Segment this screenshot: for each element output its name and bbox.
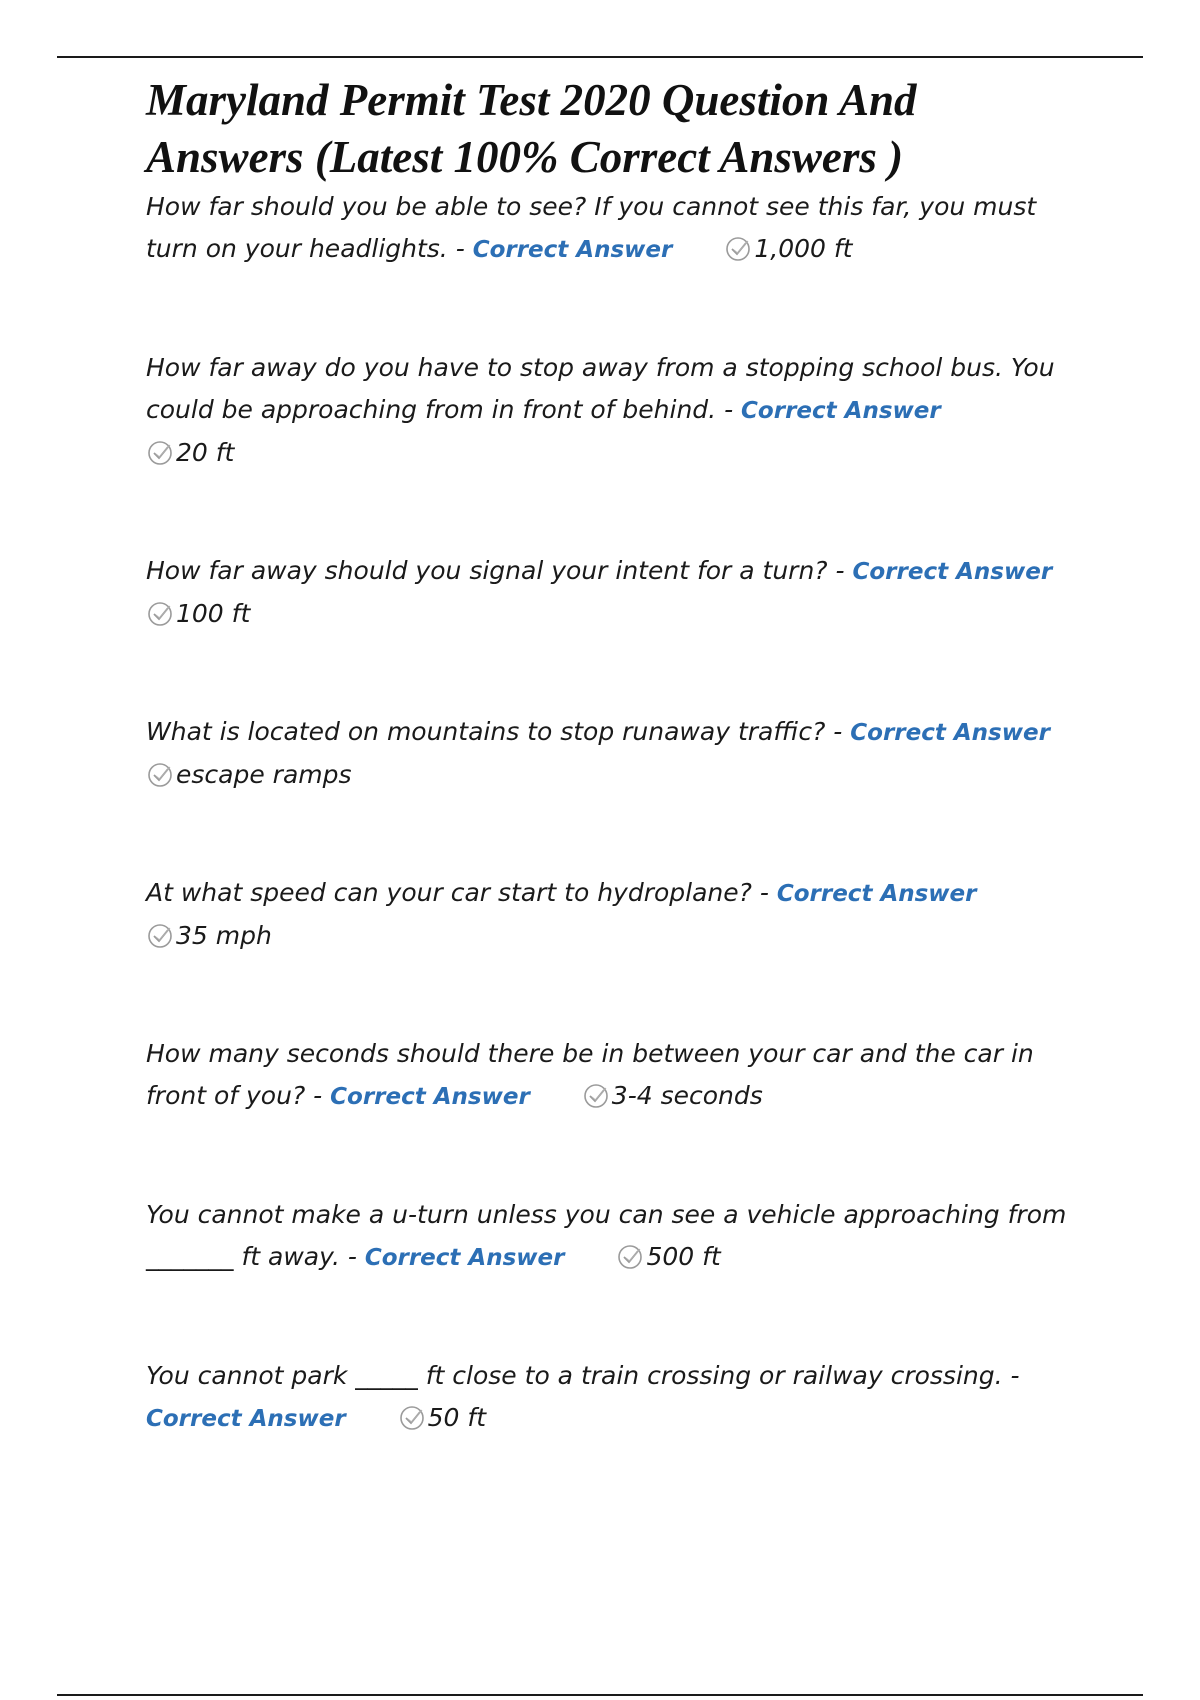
qa-item [146, 872, 1076, 957]
answer [146, 921, 272, 950]
question-text: How far away should you signal your intent for a turn? [146, 556, 828, 585]
question-text: How many seconds should there be in between your car and the car in front of you? [146, 1039, 1034, 1110]
separator: - [751, 878, 777, 907]
check-circle-icon [146, 922, 176, 950]
separator: - [825, 717, 851, 746]
document-title: Maryland Permit Test 2020 Question And Answers (Latest 100% Correct Answers ) [146, 75, 917, 182]
answer [724, 234, 852, 263]
separator: - [827, 556, 853, 585]
check-circle-icon [398, 1404, 428, 1432]
correct-answer-label: Correct Answer [330, 1084, 530, 1110]
separator: - [1002, 1361, 1028, 1390]
answer-text: 500 ft [646, 1242, 721, 1271]
correct-answer-label: Correct Answer [850, 720, 1050, 746]
qa-list [146, 186, 1076, 1440]
qa-item [146, 347, 1076, 474]
check-circle-icon [616, 1243, 646, 1271]
check-circle-icon [146, 600, 176, 628]
answer-text: 35 mph [176, 921, 272, 950]
top-rule [57, 56, 1143, 58]
answer [146, 760, 352, 789]
question-text: At what speed can your car start to hydroplane? [146, 878, 752, 907]
answer-text: 20 ft [176, 438, 235, 467]
check-circle-icon [582, 1082, 612, 1110]
answer-text: 100 ft [176, 599, 251, 628]
question-text: You cannot make a u-turn unless you can see a vehicle approaching from _______ ft away. [146, 1200, 1067, 1271]
separator: - [447, 234, 473, 263]
qa-item [146, 711, 1076, 796]
answer [398, 1403, 486, 1432]
qa-item [146, 1355, 1076, 1440]
separator: - [305, 1081, 331, 1110]
qa-item [146, 1033, 1076, 1118]
check-circle-icon [724, 235, 754, 263]
correct-answer-label: Correct Answer [364, 1245, 565, 1271]
correct-answer-label: Correct Answer [852, 559, 1053, 585]
answer [582, 1081, 763, 1110]
question-text: How far away do you have to stop away from a stopping school bus. You could be approaching from in front of behind. [146, 353, 1055, 424]
answer [616, 1242, 720, 1271]
bottom-rule [57, 1694, 1143, 1696]
correct-answer-label: Correct Answer [776, 881, 977, 907]
check-circle-icon [146, 439, 176, 467]
separator: - [339, 1242, 365, 1271]
question-text: What is located on mountains to stop runaway traffic? [146, 717, 826, 746]
answer [146, 438, 234, 467]
correct-answer-label: Correct Answer [472, 237, 673, 263]
qa-item [146, 1194, 1076, 1279]
document-body [146, 72, 1076, 1516]
answer-text: 50 ft [427, 1403, 487, 1432]
check-circle-icon [146, 761, 176, 789]
qa-item [146, 550, 1076, 635]
question-text: How far should you be able to see? If you cannot see this far, you must turn on your headlights. [146, 192, 1037, 263]
question-text: You cannot park _____ ft close to a train crossing or railway crossing. [146, 1361, 1003, 1390]
correct-answer-label: Correct Answer [741, 398, 941, 424]
answer-text: escape ramps [176, 760, 352, 789]
answer [146, 599, 250, 628]
answer-text: 1,000 ft [754, 234, 853, 263]
separator: - [716, 395, 742, 424]
answer-text: 3-4 seconds [611, 1081, 763, 1110]
correct-answer-label: Correct Answer [146, 1406, 346, 1432]
qa-item [146, 186, 1076, 271]
